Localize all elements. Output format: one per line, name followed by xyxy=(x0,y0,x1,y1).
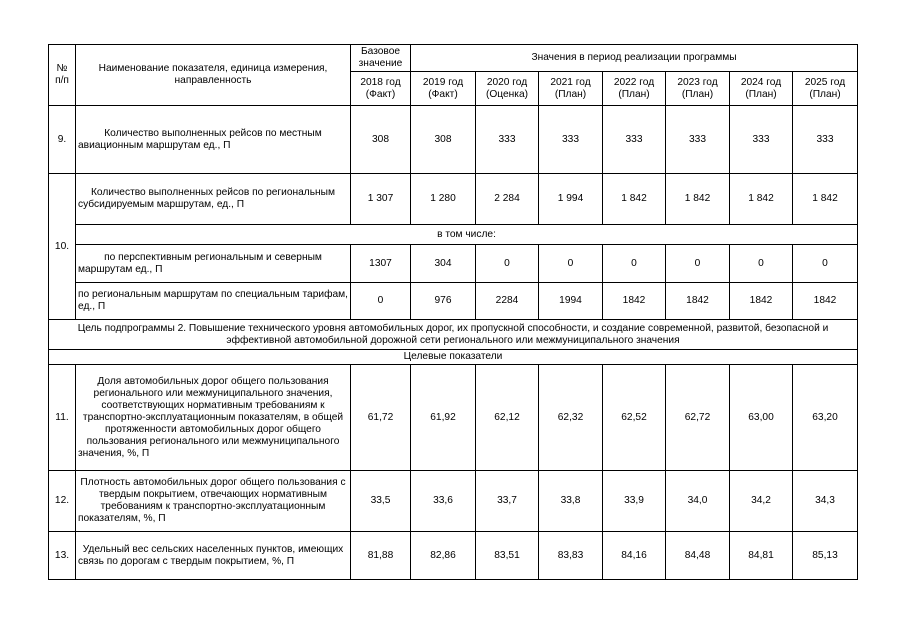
value-cell: 1994 xyxy=(539,283,603,320)
value-cell: 33,9 xyxy=(603,471,666,532)
value-cell: 1 994 xyxy=(539,174,603,225)
header-year: 2025 год (План) xyxy=(793,72,858,106)
value-cell: 1842 xyxy=(603,283,666,320)
indicator-name: Количество выполненных рейсов по местным авиационным маршрутам ед., П xyxy=(76,106,351,174)
value-cell: 34,0 xyxy=(666,471,730,532)
indicator-name: по региональным маршрутам по специальным тарифам, ед., П xyxy=(76,283,351,320)
value-cell: 33,8 xyxy=(539,471,603,532)
indicator-name: Доля автомобильных дорог общего пользования регионального или межмуниципального значения, соответствующих нормативным требованиям к транспортно-эксплуатационным показателям, в общей протяженности автомобильных дорог общего пользования регионального или межмуниципального значения, %, П xyxy=(76,365,351,471)
indicators-table xyxy=(48,44,858,580)
value-cell: 33,7 xyxy=(476,471,539,532)
value-cell: 0 xyxy=(666,245,730,283)
value-cell: 1 842 xyxy=(730,174,793,225)
value-cell: 333 xyxy=(603,106,666,174)
value-cell: 34,2 xyxy=(730,471,793,532)
indicator-name: Плотность автомобильных дорог общего пользования с твердым покрытием, отвечающих нормативным требованиям к транспортно-эксплуатационным показателям, %, П xyxy=(76,471,351,532)
row-number: 10. xyxy=(49,174,76,320)
value-cell: 1 842 xyxy=(793,174,858,225)
row-number: 13. xyxy=(49,532,76,580)
value-cell: 1842 xyxy=(730,283,793,320)
header-year: 2019 год (Факт) xyxy=(411,72,476,106)
value-cell: 2284 xyxy=(476,283,539,320)
table-row-9 xyxy=(49,106,858,174)
value-cell: 308 xyxy=(351,106,411,174)
indicator-name: Количество выполненных рейсов по региональным субсидируемым маршрутам, ед., П xyxy=(76,174,351,225)
targets-heading: Целевые показатели xyxy=(49,350,858,365)
value-cell: 333 xyxy=(666,106,730,174)
value-cell: 34,3 xyxy=(793,471,858,532)
value-cell: 333 xyxy=(730,106,793,174)
value-cell: 63,00 xyxy=(730,365,793,471)
subprogram-goal: Цель подпрограммы 2. Повышение технического уровня автомобильных дорог, их пропускной способности, и создание современной, развитой, безопасной и эффективной автомобильной дорожной сети регионального или межмуниципального значения xyxy=(49,320,858,350)
goal-row xyxy=(49,320,858,350)
value-cell: 0 xyxy=(351,283,411,320)
header-year: 2020 год (Оценка) xyxy=(476,72,539,106)
value-cell: 33,5 xyxy=(351,471,411,532)
value-cell: 61,72 xyxy=(351,365,411,471)
table-row-13 xyxy=(49,532,858,580)
indicator-name: Удельный вес сельских населенных пунктов, имеющих связь по дорогам с твердым покрытием, %, П xyxy=(76,532,351,580)
header-year: 2021 год (План) xyxy=(539,72,603,106)
table-row-10a xyxy=(49,245,858,283)
value-cell: 62,12 xyxy=(476,365,539,471)
value-cell: 0 xyxy=(603,245,666,283)
row-number: 9. xyxy=(49,106,76,174)
value-cell: 308 xyxy=(411,106,476,174)
table-row-12 xyxy=(49,471,858,532)
value-cell: 1842 xyxy=(666,283,730,320)
value-cell: 62,72 xyxy=(666,365,730,471)
header-year: 2024 год (План) xyxy=(730,72,793,106)
value-cell: 1 842 xyxy=(666,174,730,225)
header-period: Значения в период реализации программы xyxy=(411,45,858,72)
table-row-10-including xyxy=(49,225,858,245)
value-cell: 84,81 xyxy=(730,532,793,580)
header-year: 2022 год (План) xyxy=(603,72,666,106)
value-cell: 333 xyxy=(539,106,603,174)
value-cell: 1 842 xyxy=(603,174,666,225)
value-cell: 62,32 xyxy=(539,365,603,471)
value-cell: 84,16 xyxy=(603,532,666,580)
header-name: Наименование показателя, единица измерения, направленность xyxy=(76,45,351,106)
value-cell: 61,92 xyxy=(411,365,476,471)
header-year: 2023 год (План) xyxy=(666,72,730,106)
table-row-10 xyxy=(49,174,858,225)
value-cell: 333 xyxy=(793,106,858,174)
value-cell: 304 xyxy=(411,245,476,283)
value-cell: 0 xyxy=(730,245,793,283)
value-cell: 976 xyxy=(411,283,476,320)
indicator-name: по перспективным региональным и северным маршрутам ед., П xyxy=(76,245,351,283)
table-row-11 xyxy=(49,365,858,471)
value-cell: 84,48 xyxy=(666,532,730,580)
header-row-1 xyxy=(49,45,858,72)
value-cell: 1307 xyxy=(351,245,411,283)
value-cell: 1842 xyxy=(793,283,858,320)
value-cell: 0 xyxy=(539,245,603,283)
header-year: 2018 год (Факт) xyxy=(351,72,411,106)
row-number: 11. xyxy=(49,365,76,471)
value-cell: 83,51 xyxy=(476,532,539,580)
value-cell: 0 xyxy=(793,245,858,283)
value-cell: 333 xyxy=(476,106,539,174)
value-cell: 63,20 xyxy=(793,365,858,471)
header-num: № п/п xyxy=(49,45,76,106)
value-cell: 85,13 xyxy=(793,532,858,580)
value-cell: 0 xyxy=(476,245,539,283)
table-row-10b xyxy=(49,283,858,320)
value-cell: 81,88 xyxy=(351,532,411,580)
value-cell: 62,52 xyxy=(603,365,666,471)
header-base: Базовое значение xyxy=(351,45,411,72)
targets-row xyxy=(49,350,858,365)
value-cell: 2 284 xyxy=(476,174,539,225)
row-number: 12. xyxy=(49,471,76,532)
value-cell: 33,6 xyxy=(411,471,476,532)
value-cell: 1 280 xyxy=(411,174,476,225)
value-cell: 83,83 xyxy=(539,532,603,580)
including-label: в том числе: xyxy=(76,225,858,245)
value-cell: 1 307 xyxy=(351,174,411,225)
value-cell: 82,86 xyxy=(411,532,476,580)
